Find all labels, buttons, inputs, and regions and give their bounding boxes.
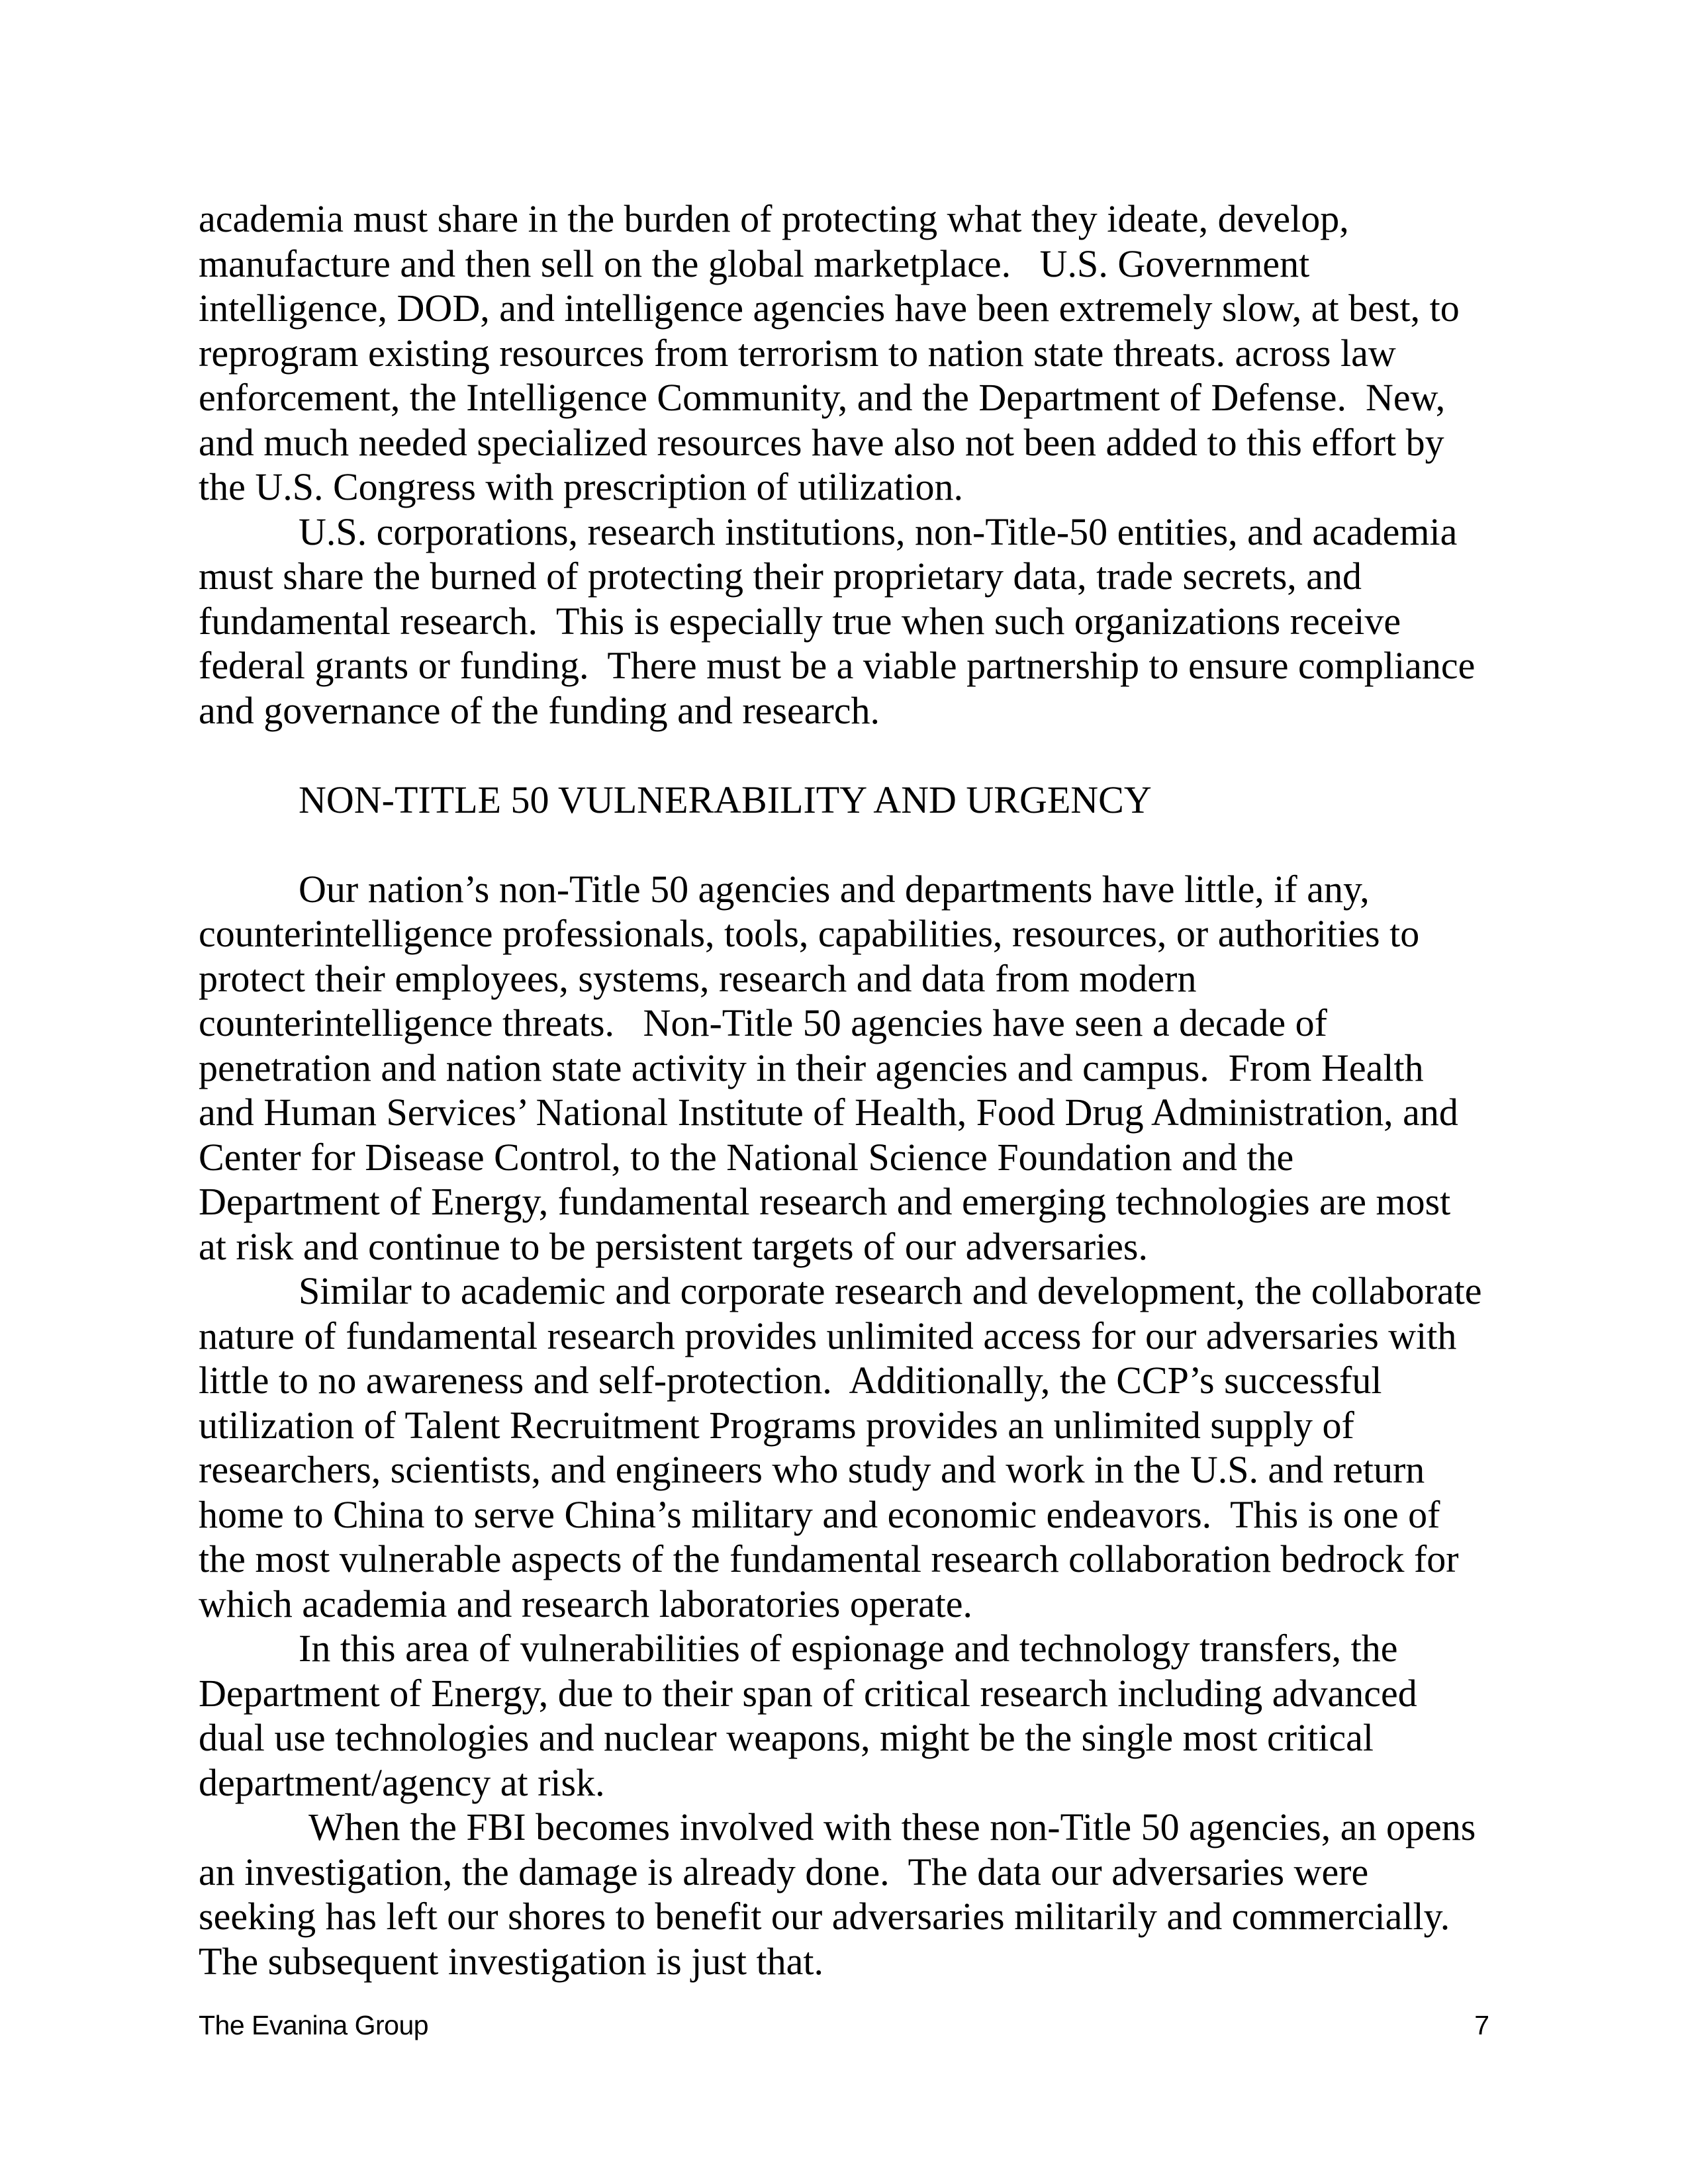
text-line: fundamental research. This is especially true when such organizations receive [199,599,1401,643]
text-line: penetration and nation state activity in their agencies and campus. From Health [199,1046,1424,1089]
text-line: The subsequent investigation is just that. [199,1939,824,1983]
paragraph-6 [199,1805,1489,1983]
text-line: an investigation, the damage is already done. The data our adversaries were [199,1850,1369,1893]
paragraph-1 [199,197,1489,510]
page-footer [199,2005,1489,2045]
document-body [199,197,1489,1983]
text-line: the U.S. Congress with prescription of utilization. [199,465,964,508]
text-line: nature of fundamental research provides unlimited access for our adversaries with [199,1314,1457,1357]
text-line: federal grants or funding. There must be a viable partnership to ensure compliance [199,644,1476,687]
text-line: Department of Energy, due to their span of critical research including advanced [199,1671,1417,1715]
text-line: researchers, scientists, and engineers who study and work in the U.S. and return [199,1448,1425,1491]
text-line: and governance of the funding and research. [199,688,880,732]
text-line: counterintelligence threats. Non-Title 50 agencies have seen a decade of [199,1001,1327,1044]
text-line: protect their employees, systems, research and data from modern [199,956,1197,1000]
text-line: manufacture and then sell on the global marketplace. U.S. Government [199,242,1310,285]
text-line: department/agency at risk. [199,1760,605,1804]
text-line: enforcement, the Intelligence Community, and the Department of Defense. New, [199,376,1446,419]
paragraph-2 [199,510,1489,733]
spacer [199,822,1489,867]
text-line: and much needed specialized resources have also not been added to this effort by [199,420,1444,464]
text-line: intelligence, DOD, and intelligence agencies have been extremely slow, at best, to [199,287,1460,330]
text-line: utilization of Talent Recruitment Programs provides an unlimited supply of [199,1403,1354,1447]
text-line: Department of Energy, fundamental research and emerging technologies are most [199,1180,1451,1223]
paragraph-3 [199,867,1489,1269]
text-line: In this area of vulnerabilities of espionage and technology transfers, the [299,1627,1398,1670]
text-line: must share the burned of protecting their proprietary data, trade secrets, and [199,555,1362,598]
spacer [199,733,1489,778]
text-line: home to China to serve China’s military and economic endeavors. This is one of [199,1492,1440,1536]
paragraph-4 [199,1269,1489,1626]
section-heading: NON-TITLE 50 VULNERABILITY AND URGENCY [299,778,1152,821]
paragraph-5 [199,1626,1489,1805]
text-line: counterintelligence professionals, tools, capabilities, resources, or authorities to [199,912,1420,955]
text-line: seeking has left our shores to benefit our adversaries militarily and commercially. [199,1895,1450,1938]
page-number: 7 [1474,2010,1489,2040]
text-line: reprogram existing resources from terrorism to nation state threats. across law [199,331,1396,375]
text-line: Center for Disease Control, to the National Science Foundation and the [199,1135,1294,1179]
text-line: Similar to academic and corporate research and development, the collaborate [299,1269,1482,1312]
text-line: which academia and research laboratories operate. [199,1582,973,1625]
text-line: the most vulnerable aspects of the fundamental research collaboration bedrock for [199,1537,1459,1580]
text-line: When the FBI becomes involved with these non-Title 50 agencies, an opens [308,1805,1476,1848]
text-line: at risk and continue to be persistent targets of our adversaries. [199,1224,1148,1268]
text-line: Our nation’s non-Title 50 agencies and departments have little, if any, [299,867,1370,911]
text-line: academia must share in the burden of protecting what they ideate, develop, [199,197,1349,240]
text-line: dual use technologies and nuclear weapons, might be the single most critical [199,1716,1374,1759]
text-line: U.S. corporations, research institutions, non-Title-50 entities, and academia [299,510,1458,553]
text-line: little to no awareness and self-protection. Additionally, the CCP’s successful [199,1359,1382,1402]
text-line: and Human Services’ National Institute of Health, Food Drug Administration, and [199,1091,1458,1134]
footer-organization: The Evanina Group [199,2010,429,2040]
